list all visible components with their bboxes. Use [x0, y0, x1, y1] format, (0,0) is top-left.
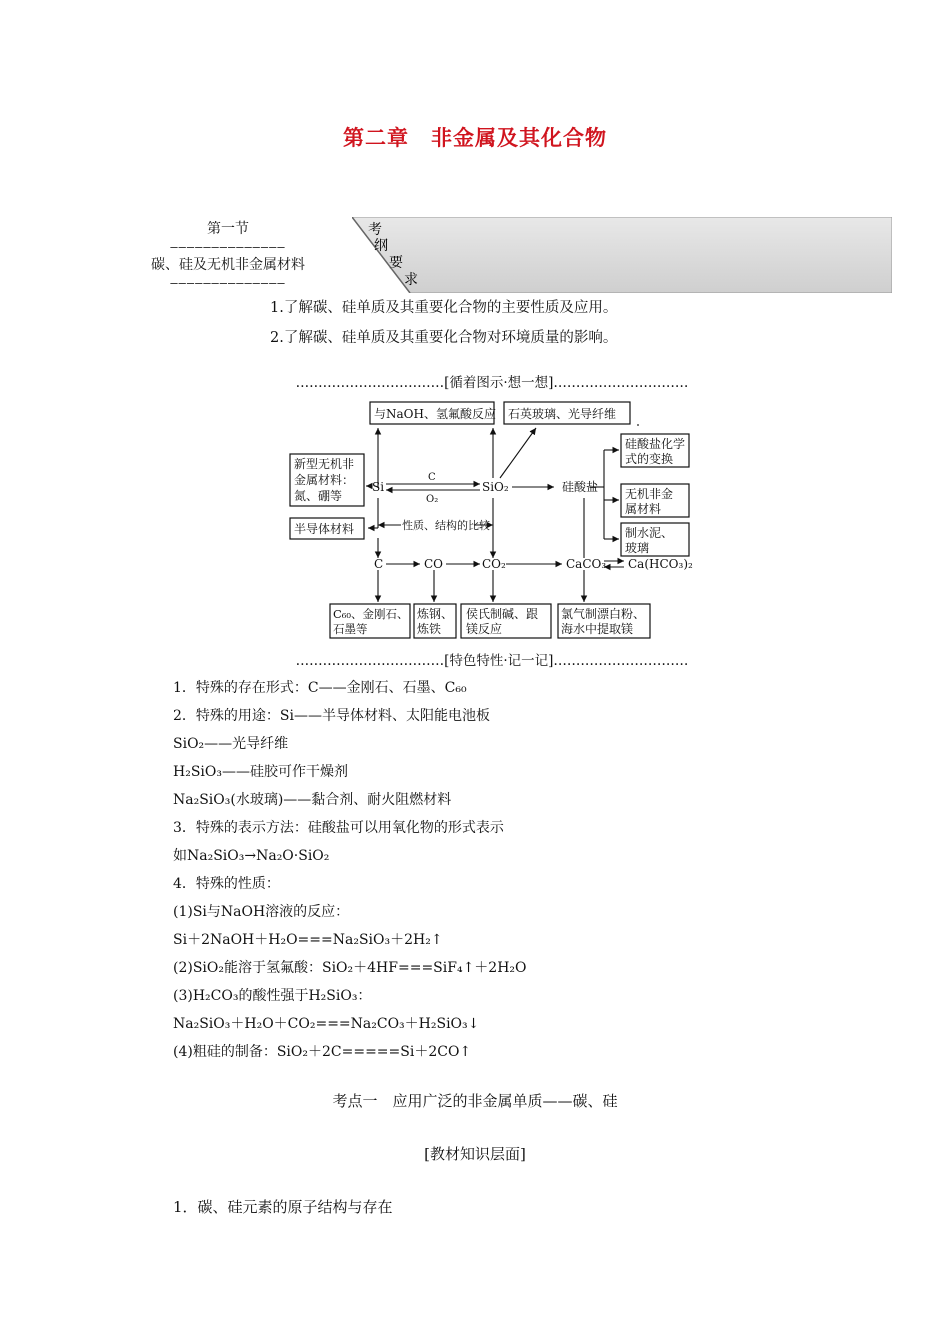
section-number: 第一节	[207, 221, 249, 237]
feature-line: (4)粗硅的制备：SiO₂＋2C=====Si＋2CO↑	[173, 1044, 472, 1060]
kaodian-heading: 考点一 应用广泛的非金属单质——碳、硅	[332, 1092, 618, 1110]
box-silicate-chem-line1: 硅酸盐化学	[625, 437, 686, 451]
node-silicate: 硅酸盐	[562, 480, 599, 494]
box-inorganic-line2: 属材料	[625, 502, 662, 516]
feature-line: (1)Si与NaOH溶液的反应：	[173, 904, 350, 920]
section-heading	[118, 220, 338, 292]
box-new-material-line1: 新型无机非	[294, 457, 355, 471]
feature-line: (3)H₂CO₃的酸性强于H₂SiO₃：	[173, 988, 372, 1004]
box-chlorine-line2: 海水中提取镁	[561, 622, 634, 636]
requirement-2: 2.了解碳、硅单质及其重要化合物对环境质量的影响。	[270, 330, 618, 346]
box-chlorine-line1: 氯气制漂白粉、	[561, 607, 646, 621]
box-hou-line1: 侯氏制碱、跟	[466, 607, 539, 621]
feature-line: 3．特殊的表示方法：硅酸盐可以用氧化物的形式表示	[173, 820, 504, 836]
box-silicate-chem-line2: 式的变换	[625, 452, 674, 466]
node-cahco3: Ca(HCO₃)₂	[628, 557, 693, 571]
concept-diagram	[286, 398, 706, 643]
arrow-label-o2: O₂	[426, 494, 439, 505]
node-caco3: CaCO₃	[566, 557, 607, 571]
section-title: 碳、硅及无机非金属材料	[151, 257, 305, 273]
feature-line: (2)SiO₂能溶于氢氟酸：SiO₂＋4HF===SiF₄↑＋2H₂O	[173, 960, 527, 976]
feature-line: H₂SiO₃——硅胶可作干燥剂	[173, 764, 348, 780]
box-c60-line1: C₆₀、金刚石、	[333, 607, 409, 621]
banner-char: 纲	[374, 238, 388, 254]
box-new-material-line3: 氮、硼等	[294, 489, 343, 503]
point-1-heading: 1．碳、硅元素的原子结构与存在	[173, 1198, 393, 1216]
box-cement-line2: 玻璃	[625, 541, 650, 555]
box-cement-line1: 制水泥、	[625, 526, 674, 540]
feature-line: 4．特殊的性质：	[173, 876, 280, 892]
arrow-label-compare: 性质、结构的比较	[402, 519, 490, 532]
banner-char: 要	[389, 255, 403, 271]
node-c: C	[374, 557, 384, 571]
requirement-1: 1.了解碳、硅单质及其重要化合物的主要性质及应用。	[270, 300, 618, 316]
feature-line: Na₂SiO₃(水玻璃)——黏合剂、耐火阻燃材料	[173, 792, 452, 808]
features-section-head: ……………………………[特色特性·记一记]…………………………	[295, 653, 689, 669]
box-steel-line2: 炼铁	[417, 622, 442, 636]
box-semiconductor-label: 半导体材料	[294, 522, 355, 536]
node-co: CO	[424, 557, 444, 571]
box-c60-line2: 石墨等	[333, 622, 368, 636]
box-steel-line1: 炼钢、	[417, 607, 454, 621]
feature-line: 1．特殊的存在形式：C——金刚石、石墨、C₆₀	[173, 680, 467, 696]
node-co2: CO₂	[482, 557, 506, 571]
dash-line-top: ——————————————	[170, 240, 286, 254]
node-sio2: SiO₂	[482, 480, 509, 494]
feature-line: Na₂SiO₃＋H₂O＋CO₂===Na₂CO₃＋H₂SiO₃↓	[173, 1016, 480, 1032]
chapter-title: 第二章 非金属及其化合物	[343, 125, 607, 150]
dash-line-bottom: ——————————————	[170, 276, 286, 290]
box-naoh-label: 与NaOH、氢氟酸反应	[374, 407, 496, 421]
feature-line: 如Na₂SiO₃→Na₂O·SiO₂	[173, 848, 330, 864]
box-hou-line2: 镁反应	[466, 622, 503, 636]
banner-char: 考	[368, 222, 382, 238]
exam-requirement-banner	[352, 217, 892, 293]
feature-line: SiO₂——光导纤维	[173, 736, 289, 752]
node-si: Si	[372, 480, 385, 494]
box-new-material-line2: 金属材料：	[294, 473, 355, 487]
textbook-level-heading: [教材知识层面]	[424, 1145, 526, 1163]
diagram-section-head: ……………………………[循着图示·想一想]…………………………	[295, 375, 689, 391]
arrow-label-c: C	[428, 472, 436, 483]
box-inorganic-line1: 无机非金	[625, 487, 674, 501]
feature-line: Si＋2NaOH＋H₂O===Na₂SiO₃＋2H₂↑	[173, 932, 443, 948]
feature-line: 2．特殊的用途：Si——半导体材料、太阳能电池板	[173, 708, 490, 724]
box-quartz-label: 石英玻璃、光导纤维	[508, 407, 617, 421]
banner-char: 求	[404, 272, 418, 288]
